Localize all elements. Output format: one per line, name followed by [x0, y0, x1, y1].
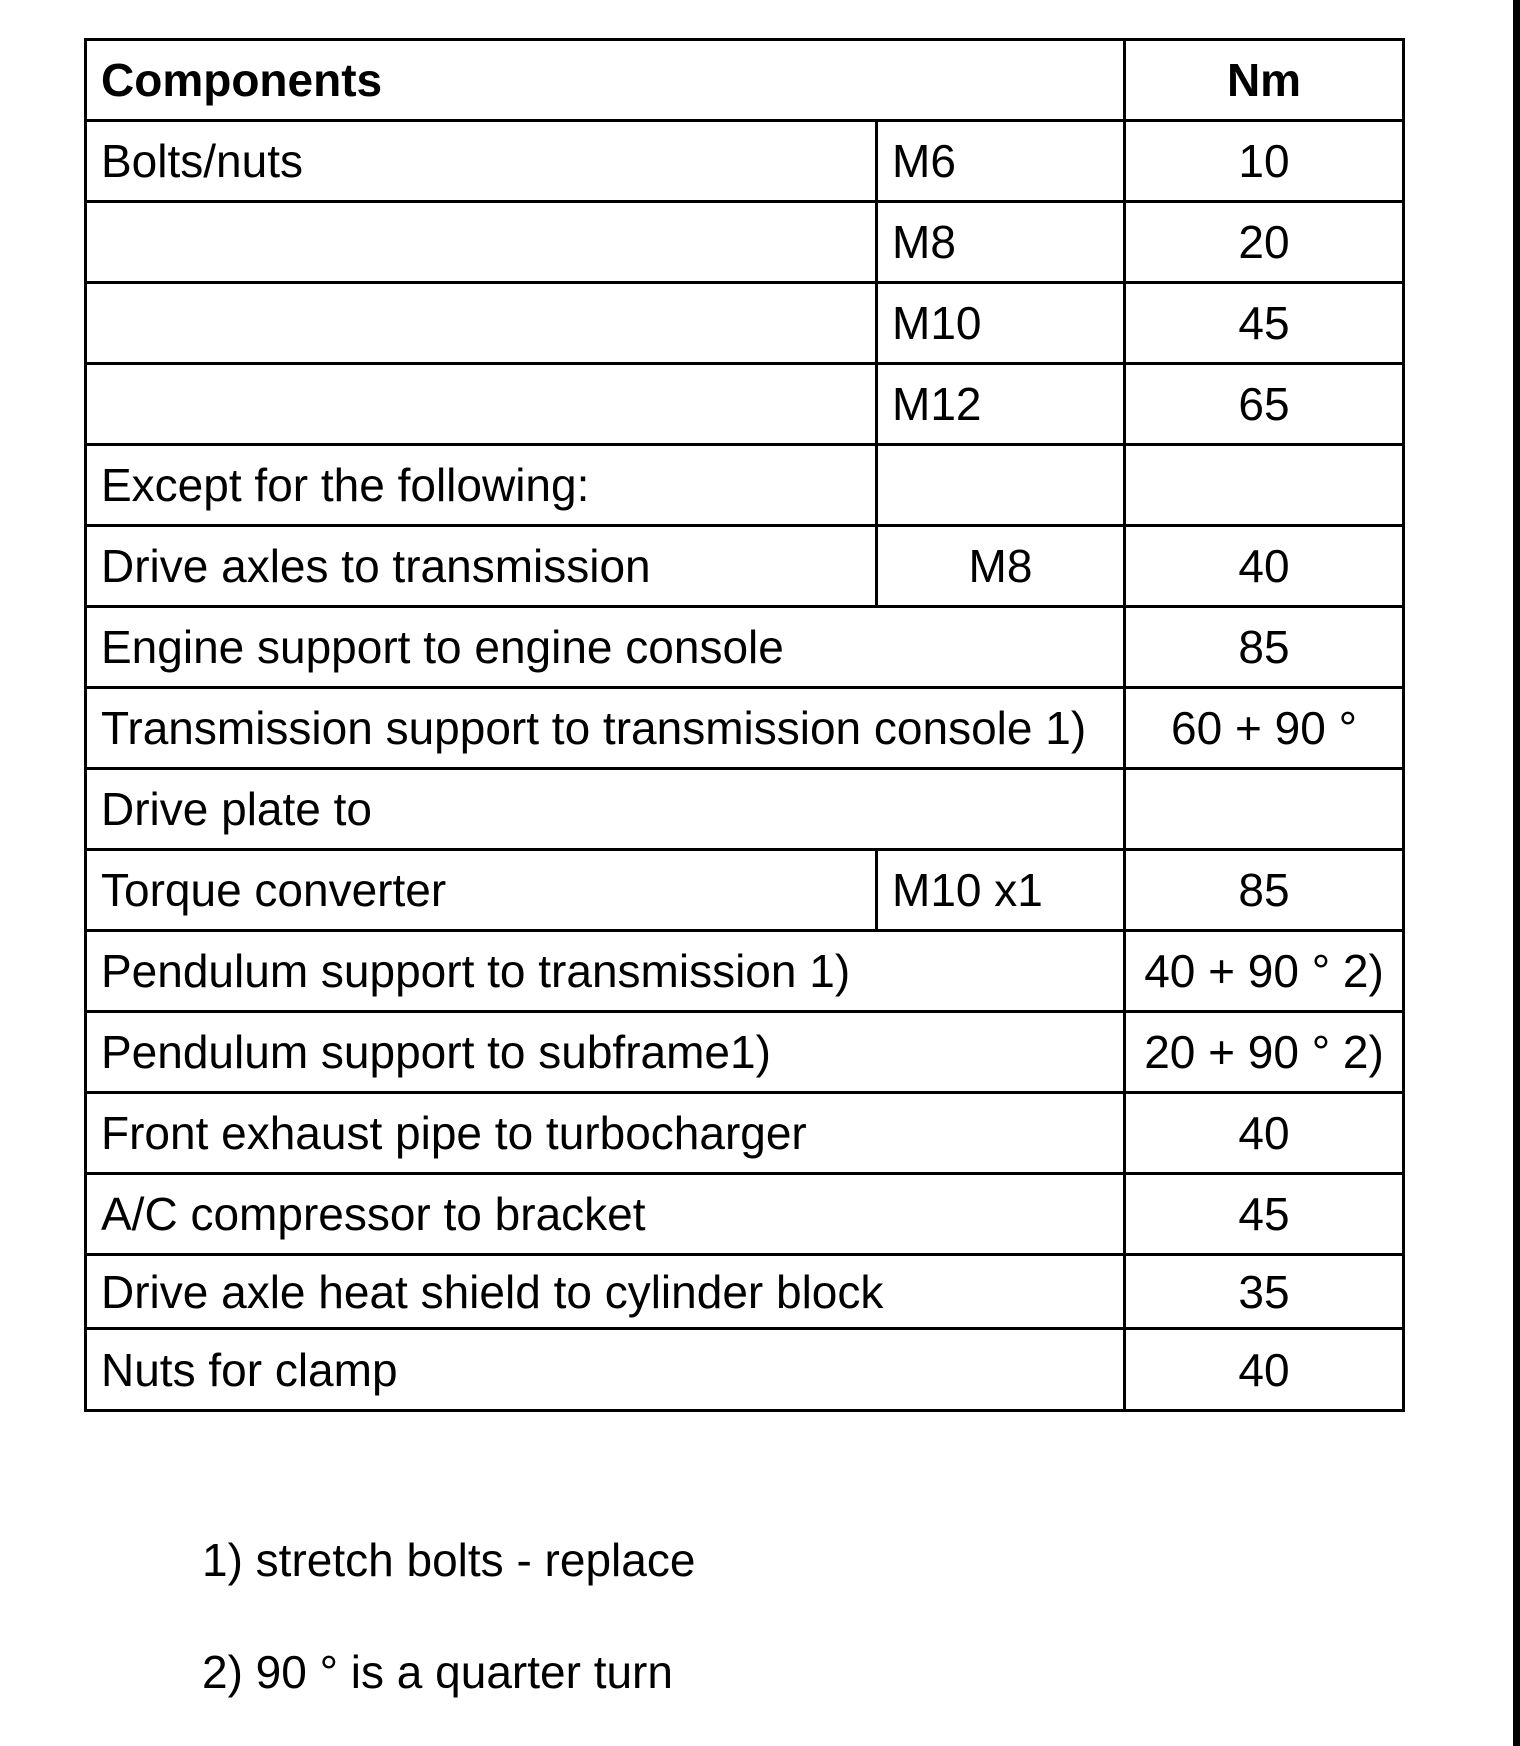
table-row [86, 1255, 1404, 1329]
component-cell: Drive axles to transmission [86, 526, 877, 607]
table-row [86, 769, 1404, 850]
torque-cell: 10 [1125, 121, 1404, 202]
table-row [86, 121, 1404, 202]
torque-cell: 35 [1125, 1255, 1404, 1329]
torque-cell: 20 + 90 ° 2) [1125, 1012, 1404, 1093]
torque-cell: 85 [1125, 850, 1404, 931]
component-cell: Pendulum support to transmission 1) [86, 931, 1125, 1012]
table-row [86, 1093, 1404, 1174]
size-cell [877, 445, 1125, 526]
component-cell: A/C compressor to bracket [86, 1174, 1125, 1255]
header-components: Components [86, 40, 1125, 121]
table-row [86, 1174, 1404, 1255]
component-cell: Nuts for clamp [86, 1329, 1125, 1411]
component-cell [86, 202, 877, 283]
torque-cell: 40 [1125, 1329, 1404, 1411]
torque-cell: 45 [1125, 283, 1404, 364]
size-cell: M8 [877, 202, 1125, 283]
component-cell: Transmission support to transmission console 1) [86, 688, 1125, 769]
torque-specifications-table [84, 38, 1405, 1412]
table-row [86, 202, 1404, 283]
table-row [86, 607, 1404, 688]
torque-cell: 40 [1125, 1093, 1404, 1174]
torque-cell: 40 [1125, 526, 1404, 607]
component-cell: Except for the following: [86, 445, 877, 526]
torque-cell [1125, 445, 1404, 526]
size-cell: M12 [877, 364, 1125, 445]
component-cell: Engine support to engine console [86, 607, 1125, 688]
torque-cell: 65 [1125, 364, 1404, 445]
component-cell: Drive axle heat shield to cylinder block [86, 1255, 1125, 1329]
footnote-stretch-bolts: 1) stretch bolts - replace [202, 1534, 696, 1586]
torque-cell: 45 [1125, 1174, 1404, 1255]
component-cell: Torque converter [86, 850, 877, 931]
table-header-row [86, 40, 1404, 121]
component-cell: Front exhaust pipe to turbocharger [86, 1093, 1125, 1174]
component-cell: Pendulum support to subframe1) [86, 1012, 1125, 1093]
torque-cell [1125, 769, 1404, 850]
table-row [86, 931, 1404, 1012]
table-row [86, 1012, 1404, 1093]
torque-cell: 85 [1125, 607, 1404, 688]
footnote-quarter-turn: 2) 90 ° is a quarter turn [202, 1646, 673, 1698]
component-cell: Bolts/nuts [86, 121, 877, 202]
table-row [86, 850, 1404, 931]
table-row [86, 364, 1404, 445]
table-row [86, 688, 1404, 769]
component-cell: Drive plate to [86, 769, 1125, 850]
torque-cell: 40 + 90 ° 2) [1125, 931, 1404, 1012]
page-edge-bar [1513, 0, 1520, 1746]
table-row [86, 1329, 1404, 1411]
torque-cell: 60 + 90 ° [1125, 688, 1404, 769]
table-row [86, 526, 1404, 607]
size-cell: M6 [877, 121, 1125, 202]
table-row [86, 445, 1404, 526]
component-cell [86, 364, 877, 445]
torque-cell: 20 [1125, 202, 1404, 283]
component-cell [86, 283, 877, 364]
size-cell: M8 [877, 526, 1125, 607]
size-cell: M10 x1 [877, 850, 1125, 931]
size-cell: M10 [877, 283, 1125, 364]
table-row [86, 283, 1404, 364]
header-nm: Nm [1125, 40, 1404, 121]
